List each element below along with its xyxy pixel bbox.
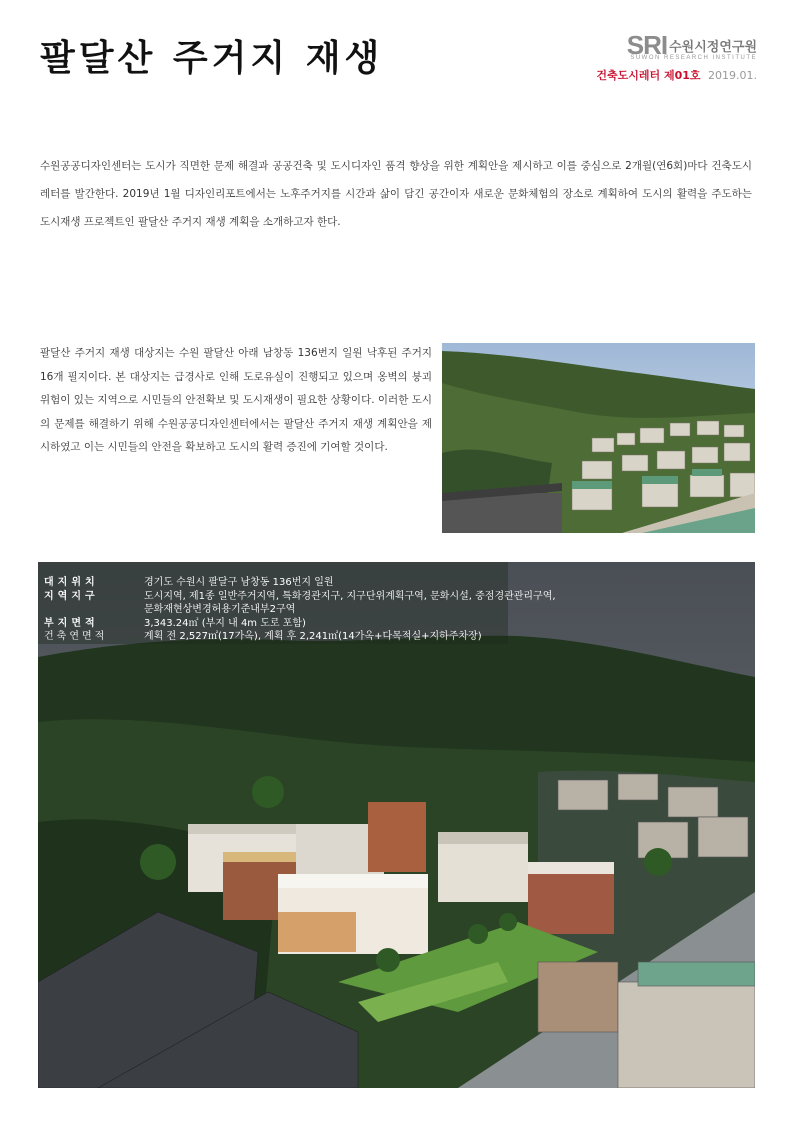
location-value: 경기도 수원시 팔달구 남창동 136번지 일원 xyxy=(144,577,334,588)
info-row-location xyxy=(44,576,556,590)
aerial-photo-illustration xyxy=(442,343,755,533)
site-aerial-photo xyxy=(442,343,755,533)
area-label: 부지면적 xyxy=(44,617,99,629)
project-info-block xyxy=(44,576,556,644)
site-description-paragraph: 팔달산 주거지 재생 대상지는 수원 팔달산 아래 남창동 136번지 일원 낙후된 주거지 16개 필지이다. 본 대상지는 급경사로 인해 도로유실이 진행되고 있으며 옹벽의 붕괴 위험이 있는 지역으로 시민들의 안전확보 및 도시재생이 필요한 상황이다. 이러한 도시의 문제를 해결하기 위해 수원공공디자인센터에서는 팔달산 주거지 재생 계획안을 제시하였고 이는 시민들의 안전을 확보하고 도시의 활력 증진에 기여할 것이다. xyxy=(40,347,432,453)
institute-logo xyxy=(517,32,757,83)
zone-label: 지역지구 xyxy=(44,590,99,602)
zone-value-line-2: 문화재현상변경허용기준내부2구역 xyxy=(144,604,296,615)
page-title: 팔달산 주거지 재생 xyxy=(40,38,384,79)
info-row-floor-area xyxy=(44,630,556,644)
logo-org-name: 수원시정연구원 xyxy=(669,40,757,55)
info-row-zone-cont xyxy=(44,603,556,617)
logo-mark: SRI xyxy=(626,30,668,60)
info-row-zone xyxy=(44,590,556,604)
issue-date: 2019.01. xyxy=(708,69,757,82)
zone-value-line-1: 도시지역, 제1종 일반주거지역, 특화경관지구, 지구단위계획구역, 문화시설, 중점경관관리구역, xyxy=(144,590,556,602)
floor-area-value: 계획 전 2,527㎡(17가옥), 계획 후 2,241㎡(14가옥+다목적실+지하주차장) xyxy=(144,631,482,642)
location-label: 대지위치 xyxy=(44,577,99,588)
floor-area-label: 건축연면적 xyxy=(44,631,108,642)
logo-subtitle: SUWON RESEARCH INSTITUTE xyxy=(630,55,757,61)
area-value: 3,343.24㎡ (부지 내 4m 도로 포함) xyxy=(144,617,306,629)
intro-paragraph: 수원공공디자인센터는 도시가 직면한 문제 해결과 공공건축 및 도시디자인 품격 향상을 위한 계획안을 제시하고 이를 중심으로 2개월(연6회)마다 건축도시레터를 발간한다. 2019년 1월 디자인리포트에서는 노후주거지를 시간과 삶이 담긴 공간이자 새로운 문화체험의 장소로 계획하여 도시의 활력을 주도하는 도시재생 프로젝트인 팔달산 주거지 재생 계획을 소개하고자 한다. xyxy=(40,160,752,228)
issue-label: 건축도시레터 제01호 xyxy=(596,69,701,82)
issue-line xyxy=(517,67,757,83)
info-row-area xyxy=(44,617,556,631)
